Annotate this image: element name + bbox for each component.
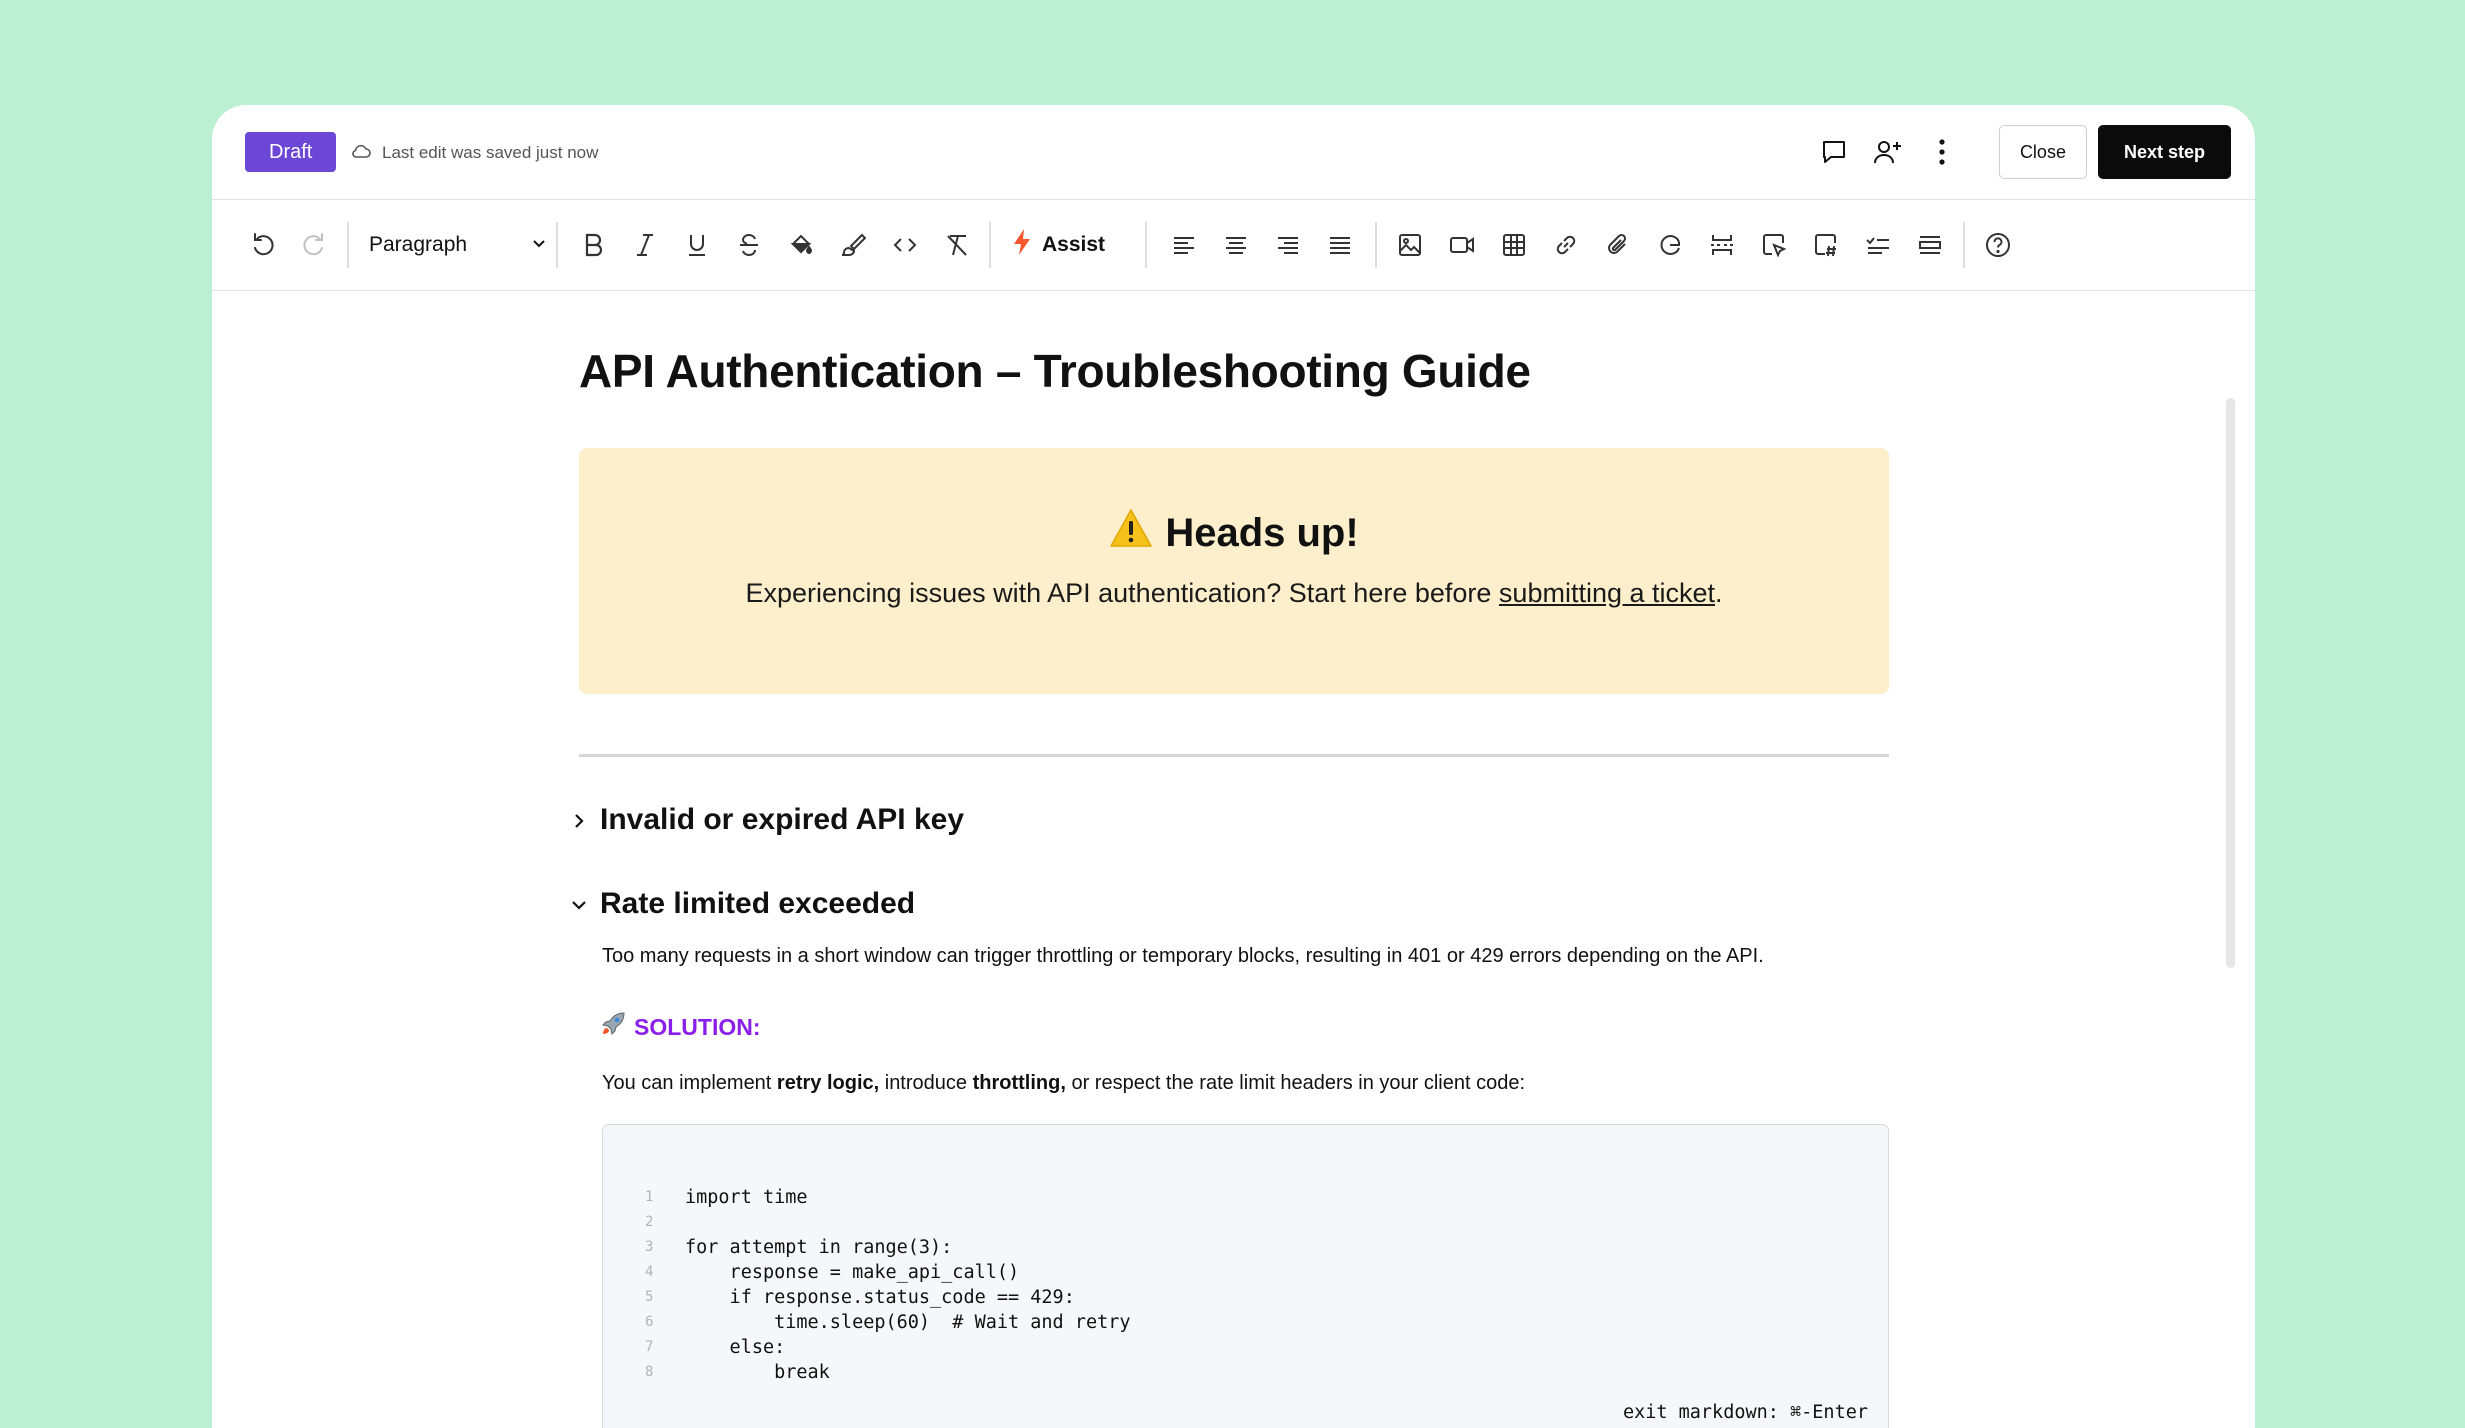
redo-icon[interactable] [292, 223, 336, 267]
save-status [350, 138, 598, 168]
divider-icon[interactable] [1908, 223, 1952, 267]
add-user-icon[interactable] [1861, 125, 1915, 179]
accordion-title: Invalid or expired API key [600, 803, 965, 836]
block-type-label: Paragraph [369, 233, 468, 256]
close-button[interactable]: Close [1999, 125, 2087, 179]
code-lines [645, 1185, 1131, 1385]
embed-icon[interactable] [1804, 223, 1848, 267]
code-line: 8 break [645, 1362, 830, 1383]
accordion-rate-limited[interactable] [572, 887, 915, 921]
code-icon[interactable] [883, 223, 927, 267]
code-line: 6 time.sleep(60) # Wait and retry [645, 1312, 1131, 1333]
image-icon[interactable] [1388, 223, 1432, 267]
accordion-invalid-api-key[interactable] [572, 803, 964, 837]
code-block[interactable] [602, 1124, 1889, 1428]
code-line: 4 response = make_api_call() [645, 1262, 1020, 1283]
solution-label: SOLUTION: [634, 1013, 761, 1040]
help-icon[interactable] [1976, 223, 2020, 267]
chevron-right-icon [572, 803, 586, 837]
toolbar-separator [1145, 222, 1147, 268]
block-type-select[interactable] [369, 222, 547, 268]
italic-icon[interactable] [623, 223, 667, 267]
callout-text: Experiencing issues with API authentication? Start here before submitting a ticket. [745, 578, 1723, 608]
formatting-toolbar [212, 199, 2255, 291]
more-vertical-icon[interactable] [1915, 125, 1969, 179]
submit-ticket-link[interactable]: submitting a ticket [1498, 578, 1716, 608]
toolbar-separator [1375, 222, 1377, 268]
highlight-icon[interactable] [779, 223, 823, 267]
assist-label: Assist [1042, 233, 1106, 256]
scrollbar[interactable] [2226, 398, 2235, 968]
align-right-icon[interactable] [1266, 223, 1310, 267]
bold-icon[interactable] [571, 223, 615, 267]
align-left-icon[interactable] [1162, 223, 1206, 267]
accordion-title: Rate limited exceeded [600, 887, 916, 920]
attachment-icon[interactable] [1596, 223, 1640, 267]
rocket-icon [600, 1011, 626, 1043]
editor-window [212, 105, 2255, 1428]
status-badge: Draft [245, 132, 336, 172]
assist-button[interactable] [1012, 222, 1105, 268]
toolbar-separator [556, 222, 558, 268]
cloud-icon [350, 143, 372, 164]
sync-icon[interactable] [1648, 223, 1692, 267]
callout-title [579, 508, 1889, 558]
lightning-icon [1012, 228, 1032, 262]
page-break-icon[interactable] [1700, 223, 1744, 267]
code-line: 2 [645, 1214, 654, 1230]
strikethrough-icon[interactable] [727, 223, 771, 267]
code-line: 3 for attempt in range(3): [645, 1237, 953, 1258]
link-icon[interactable] [1544, 223, 1588, 267]
align-center-icon[interactable] [1214, 223, 1258, 267]
save-status-text: Last edit was saved just now [382, 143, 599, 162]
callout-block [579, 448, 1889, 694]
exit-markdown-hint: exit markdown: ⌘-Enter [1622, 1402, 1868, 1423]
code-line: 5 if response.status_code == 429: [645, 1287, 1075, 1308]
video-icon[interactable] [1440, 223, 1484, 267]
toolbar-separator [989, 222, 991, 268]
solution-heading [600, 1011, 761, 1043]
justify-icon[interactable] [1318, 223, 1362, 267]
table-icon[interactable] [1492, 223, 1536, 267]
header-actions [1807, 125, 2231, 179]
solution-intro-text: You can implement retry logic, introduce throttling, or respect the rate limit headers in your client code: [602, 1072, 1526, 1094]
section-body-text: Too many requests in a short window can trigger throttling or temporary blocks, resulting in 401 or 429 errors depending on the API. [602, 945, 1764, 967]
warning-icon [1109, 508, 1153, 558]
next-step-button[interactable]: Next step [2098, 125, 2231, 179]
page-title: API Authentication – Troubleshooting Guide [579, 345, 1531, 397]
toolbar-separator [1963, 222, 1965, 268]
callout-heading: Heads up! [1165, 510, 1359, 555]
underline-icon[interactable] [675, 223, 719, 267]
editor-header [212, 105, 2255, 199]
horizontal-divider [579, 754, 1889, 757]
document-content[interactable] [212, 291, 2255, 1428]
chevron-down-icon [531, 233, 547, 257]
code-line: 1 import time [645, 1187, 808, 1208]
checklist-icon[interactable] [1856, 223, 1900, 267]
undo-icon[interactable] [241, 223, 285, 267]
form-icon[interactable] [1752, 223, 1796, 267]
chevron-down-icon [572, 887, 586, 921]
brush-icon[interactable] [831, 223, 875, 267]
toolbar-separator [347, 222, 349, 268]
code-line: 7 else: [645, 1337, 786, 1358]
clear-format-icon[interactable] [935, 223, 979, 267]
comment-icon[interactable] [1807, 125, 1861, 179]
